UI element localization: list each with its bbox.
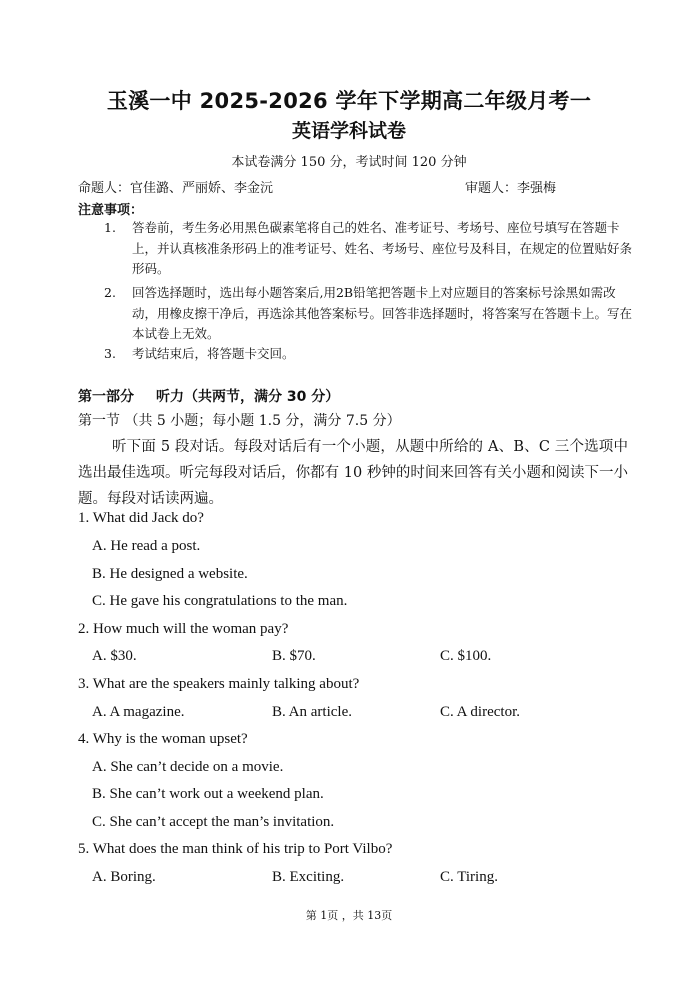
option-c: C. $100. [440, 648, 492, 664]
note-item [104, 218, 634, 280]
question-stem: 1. What did Jack do? [78, 510, 204, 526]
page-footer: 第 1页 ，共 13页 [305, 909, 393, 922]
section-instructions: 听下面 5 段对话。每段对话后有一个小题，从题中所给的 A、B、C 三个选项中选出最佳选项。听完每段对话后，你都有 10 秒钟的时间来回答有关小题和阅读下一小题。每段对话读两遍。 [78, 439, 628, 507]
question-stem: 5. What does the man think of his trip to Port Vilbo? [78, 841, 393, 857]
notes-title: 注意事项： [78, 203, 144, 218]
option-a: A. He read a post. [92, 538, 201, 554]
note-number: 1. [104, 220, 116, 235]
note-number: 2. [104, 285, 116, 300]
exam-meta: 本试卷满分 150 分，考试时间 120 分钟 [231, 155, 467, 170]
note-text: 考试结束后，将答题卡交回。 [132, 346, 295, 361]
option-a: A. She can’t decide on a movie. [92, 759, 284, 775]
note-item [104, 344, 634, 365]
option-c: C. A director. [440, 704, 520, 720]
option-c: C. She can’t accept the man’s invitation. [92, 814, 335, 830]
section-part: 第一部分 [78, 389, 134, 405]
question-stem: 4. Why is the woman upset? [78, 731, 248, 747]
exam-subtitle: 英语学科试卷 [291, 120, 406, 142]
section-part-title: 听力（共两节，满分 30 分） [156, 389, 340, 405]
option-a: A. $30. [92, 648, 137, 664]
subsection-heading: 第一节 （共 5 小题；每小题 1.5 分，满分 7.5 分） [78, 413, 401, 429]
option-b: B. $70. [272, 648, 316, 664]
exam-title: 玉溪一中 2025-2026 学年下学期高二年级月考一 [106, 89, 592, 113]
note-text: 答卷前，考生务必用黑色碳素笔将自己的姓名、准考证号、考场号、座位号填写在答题卡上，并认真核准条形码上的准考证号、姓名、考场号、座位号及科目，在规定的位置贴好条形码。 [132, 220, 633, 276]
option-a: A. Boring. [92, 869, 156, 885]
option-c: C. He gave his congratulations to the man. [92, 593, 348, 609]
note-item [104, 283, 634, 345]
reviewer: 审题人：李强梅 [465, 181, 557, 196]
question-stem: 2. How much will the woman pay? [78, 621, 289, 637]
section-heading [78, 386, 339, 406]
note-text: 回答选择题时，选出每小题答案后,用2B铅笔把答题卡上对应题目的答案标号涂黑如需改动，用橡皮擦干净后，再选涂其他答案标号。回答非选择题时，将答案写在答题卡上。写在本试卷上无效。 [132, 285, 633, 341]
question-stem: 3. What are the speakers mainly talking about? [78, 676, 360, 692]
option-b: B. He designed a website. [92, 566, 248, 582]
option-c: C. Tiring. [440, 869, 498, 885]
option-b: B. Exciting. [272, 869, 345, 885]
note-number: 3. [104, 346, 116, 361]
authors: 命题人：官佳潞、严丽娇、李金沅 [78, 181, 274, 196]
option-b: B. An article. [272, 704, 352, 720]
option-b: B. She can’t work out a weekend plan. [92, 786, 324, 802]
option-a: A. A magazine. [92, 704, 185, 720]
